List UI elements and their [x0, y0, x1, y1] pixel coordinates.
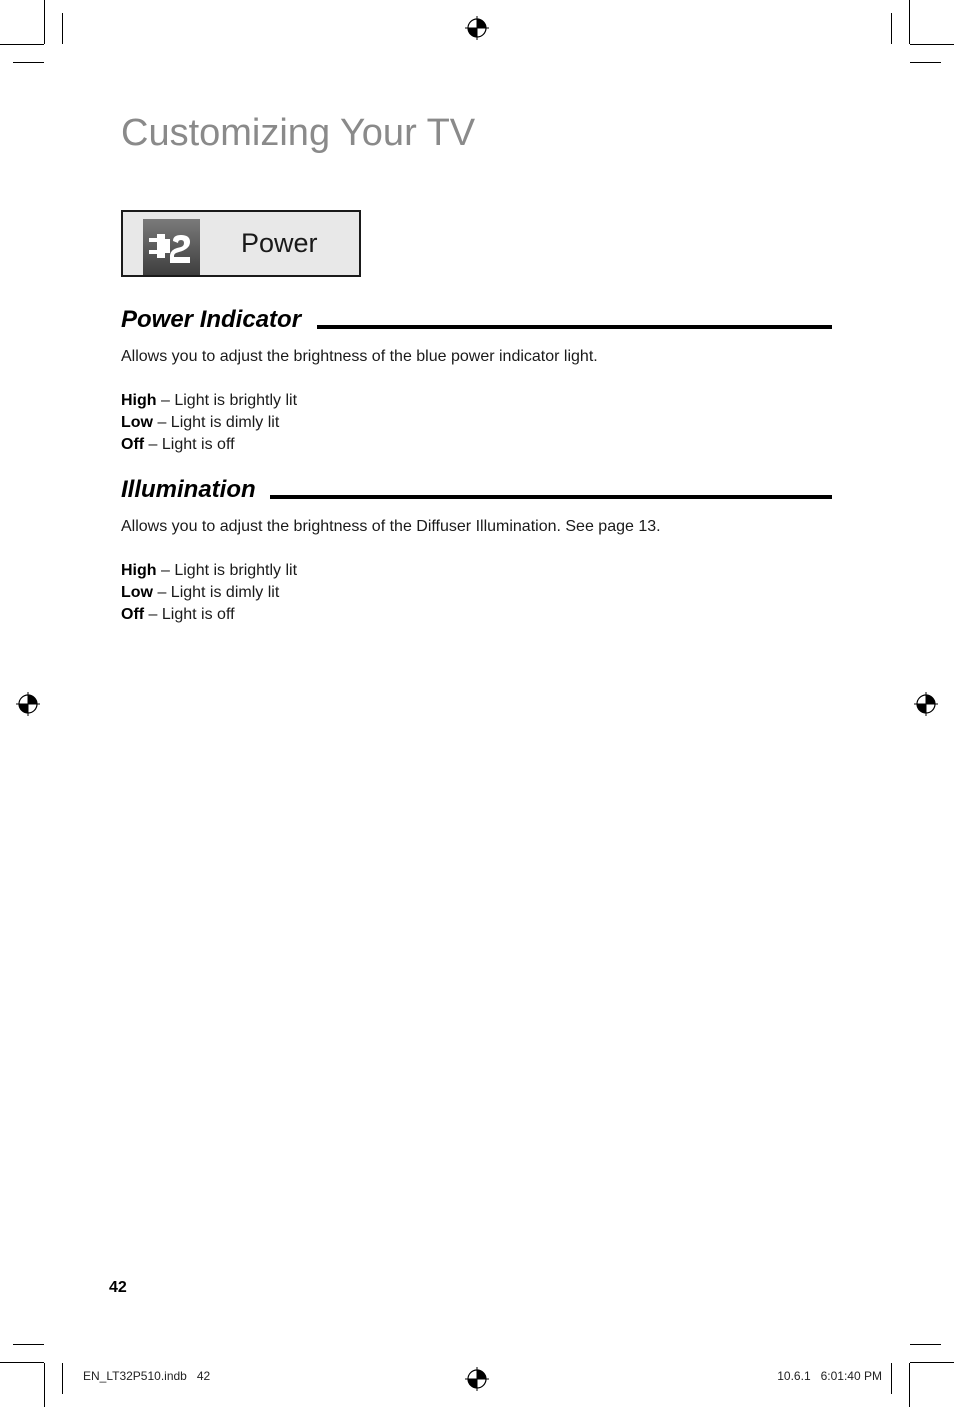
- section-rule: [270, 495, 832, 499]
- option-item: [121, 392, 297, 410]
- power-plug-icon: [143, 219, 200, 275]
- registration-mark-icon: [16, 692, 40, 716]
- crop-mark: [909, 1363, 910, 1407]
- page-title: Customizing Your TV: [121, 112, 476, 154]
- crop-mark: [44, 0, 45, 44]
- option-item: [121, 584, 279, 602]
- option-text: – Light is off: [144, 436, 235, 453]
- crop-mark: [909, 0, 910, 44]
- power-menu-tile: [121, 210, 361, 277]
- crop-mark: [0, 44, 44, 45]
- section-description: Allows you to adjust the brightness of the blue power indicator light.: [121, 348, 598, 365]
- crop-mark: [0, 1362, 44, 1363]
- crop-mark: [891, 1363, 892, 1394]
- option-text: – Light is off: [144, 606, 235, 623]
- option-text: – Light is dimly lit: [153, 414, 280, 431]
- option-text: – Light is brightly lit: [156, 392, 298, 409]
- power-menu-label: Power: [241, 228, 318, 258]
- print-slug-timestamp: 10.6.1 6:01:40 PM: [777, 1369, 882, 1383]
- option-name: High: [121, 562, 157, 579]
- section-description: Allows you to adjust the brightness of the Diffuser Illumination. See page 13.: [121, 518, 661, 535]
- crop-mark: [910, 1344, 941, 1345]
- registration-mark-icon: [465, 16, 489, 40]
- option-name: High: [121, 392, 157, 409]
- crop-mark: [13, 1344, 44, 1345]
- section-rule: [317, 325, 832, 329]
- option-name: Off: [121, 436, 145, 453]
- option-name: Low: [121, 584, 153, 601]
- crop-mark: [13, 62, 44, 63]
- crop-mark: [910, 1362, 954, 1363]
- section-heading-illumination: Illumination: [121, 476, 256, 503]
- print-slug-file: EN_LT32P510.indb 42: [83, 1369, 211, 1383]
- option-item: [121, 606, 235, 624]
- crop-mark: [910, 44, 954, 45]
- option-item: [121, 414, 279, 432]
- crop-mark: [62, 1363, 63, 1394]
- registration-mark-icon: [914, 692, 938, 716]
- page-number: 42: [109, 1279, 127, 1296]
- crop-mark: [44, 1363, 45, 1407]
- option-item: [121, 436, 235, 454]
- crop-mark: [910, 62, 941, 63]
- option-text: – Light is dimly lit: [153, 584, 280, 601]
- option-name: Low: [121, 414, 153, 431]
- section-heading-power-indicator: Power Indicator: [121, 306, 302, 333]
- option-item: [121, 562, 297, 580]
- option-text: – Light is brightly lit: [156, 562, 298, 579]
- crop-mark: [62, 13, 63, 44]
- option-name: Off: [121, 606, 145, 623]
- registration-mark-icon: [465, 1367, 489, 1391]
- crop-mark: [891, 13, 892, 44]
